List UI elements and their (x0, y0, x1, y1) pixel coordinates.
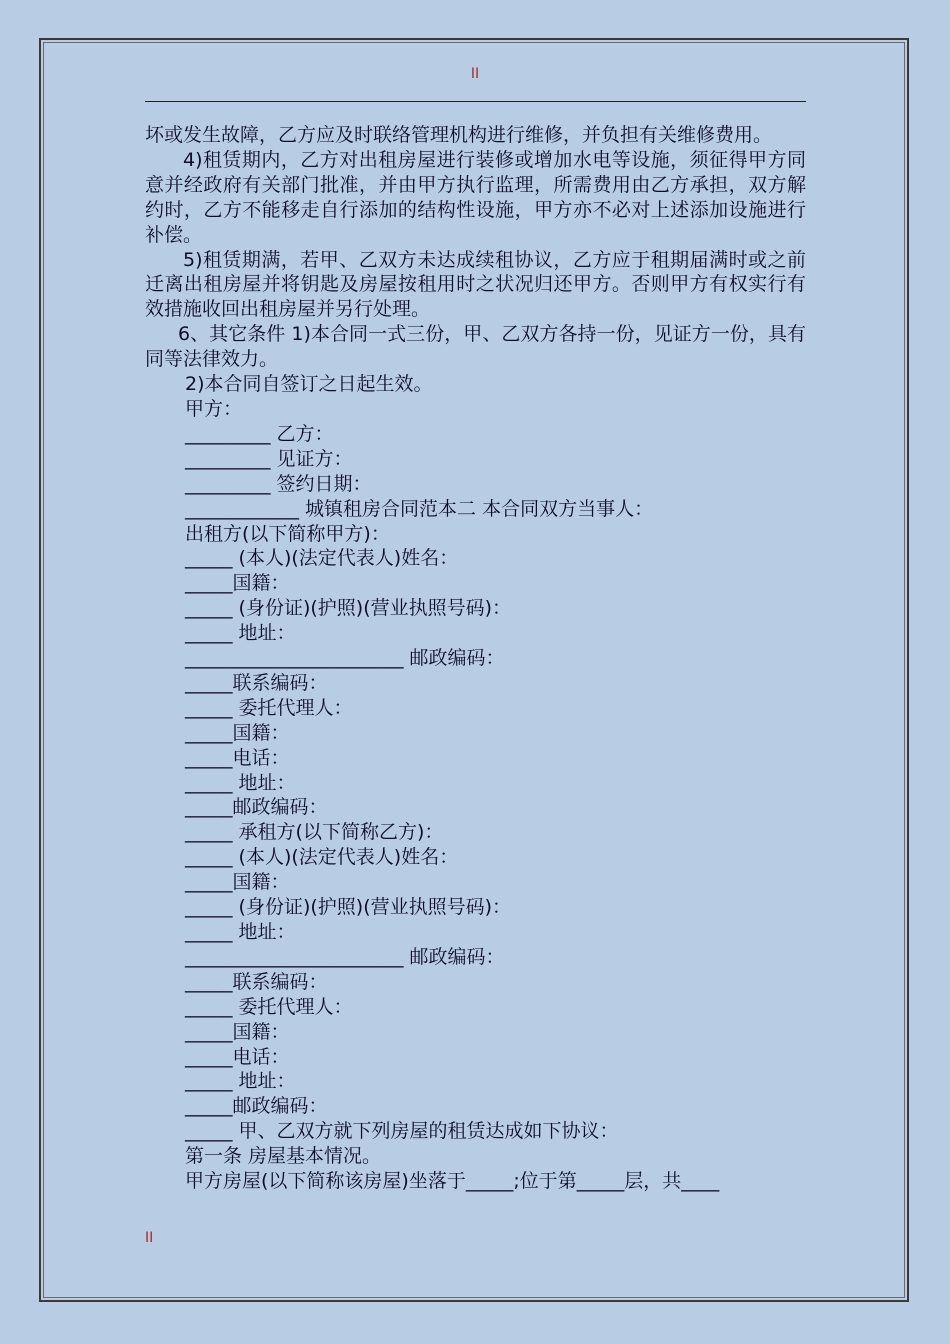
form-field-line: _____ 委托代理人： (185, 696, 353, 719)
form-field-line: _______________________ 邮政编码： (185, 945, 505, 968)
form-field-line: _____联系编码： (185, 970, 328, 993)
text-line: 2)本合同自签订之日起生效。 (185, 373, 433, 396)
form-field-line: _____ (本人)(法定代表人)姓名： (185, 547, 459, 570)
form-field-line: _____ 地址： (185, 771, 296, 794)
form-field-line: _____ (身份证)(护照)(营业执照号码)： (185, 896, 512, 919)
form-field-line: _____邮政编码： (185, 1095, 328, 1118)
form-field-line: _____ 委托代理人： (185, 995, 353, 1018)
form-field-line: _____ 承租方(以下简称乙方)： (185, 821, 444, 844)
signature-line: ____________ 城镇租房合同范本二 本合同双方当事人： (185, 497, 654, 520)
signature-line: _________ 乙方： (185, 422, 334, 445)
text-line: 出租方(以下简称甲方)： (185, 522, 390, 545)
form-field-line: _____国籍： (185, 1020, 290, 1043)
text-line: 甲方房屋(以下简称该房屋)坐落于_____;位于第_____层，共____ (185, 1170, 720, 1193)
paragraph-repair: 坏或发生故障，乙方应及时联络管理机构进行维修，并负担有关维修费用。 (145, 124, 773, 146)
text-line: 甲方： (185, 397, 243, 420)
form-field-line: _____国籍： (185, 721, 290, 744)
form-field-line: _____ 地址： (185, 622, 296, 645)
text-line: _____ 甲、乙双方就下列房屋的租赁达成如下协议： (185, 1120, 619, 1143)
form-field-line: _____国籍： (185, 871, 290, 894)
form-field-line: _____国籍： (185, 572, 290, 595)
form-field-line: _____ (身份证)(护照)(营业执照号码)： (185, 597, 512, 620)
signature-line: _________ 签约日期： (185, 472, 372, 495)
header-page-mark: II (470, 66, 480, 82)
footer-page-mark: II (145, 1230, 154, 1246)
form-field-line: _____电话： (185, 1045, 290, 1068)
form-field-line: _____邮政编码： (185, 796, 328, 819)
document-body (145, 123, 806, 1194)
form-field-line: _____ (本人)(法定代表人)姓名： (185, 846, 459, 869)
signature-line: _________ 见证方： (185, 447, 353, 470)
form-field-line: _______________________ 邮政编码： (185, 647, 505, 670)
header-divider (145, 101, 806, 102)
form-field-line: _____ 地址： (185, 1070, 296, 1093)
article-heading: 第一条 房屋基本情况。 (185, 1145, 382, 1168)
paragraph-renovation: 4)租赁期内，乙方对出租房屋进行装修或增加水电等设施，须征得甲方同意并经政府有关部门批准，并由甲方执行监理，所需费用由乙方承担，双方解约时，乙方不能移走自行添加的结构性设施，甲方亦不必对上述添加设施进行补偿。 (145, 148, 806, 246)
form-field-line: _____联系编码： (185, 671, 328, 694)
paragraph-other-conditions: 6、其它条件 1)本合同一式三份，甲、乙双方各持一份，见证方一份，具有同等法律效力。 (145, 323, 806, 371)
paragraph-lease-expiry: 5)租赁期满，若甲、乙双方未达成续租协议，乙方应于租期届满时或之前迁离出租房屋并将钥匙及房屋按租用时之状况归还甲方。否则甲方有权实行有效措施收回出租房屋并另行处理。 (145, 248, 806, 321)
form-field-line: _____ 地址： (185, 921, 296, 943)
form-field-line: _____电话： (185, 746, 290, 769)
